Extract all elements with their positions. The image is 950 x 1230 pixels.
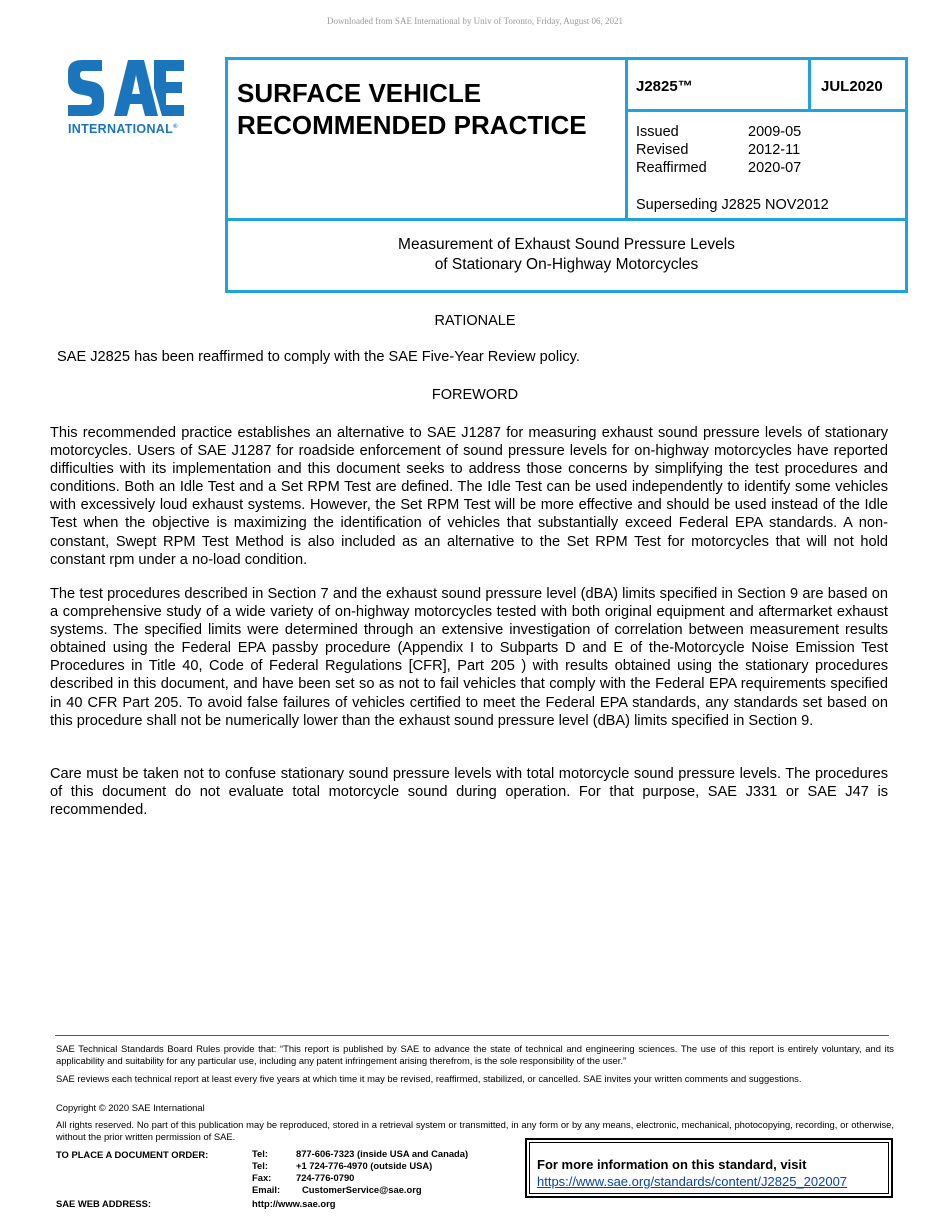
foreword-paragraph-1: This recommended practice establishes an alternative to SAE J1287 for measuring exhaust sound pressure levels of stationary motorcycles. Users of SAE J1287 for roadside enforcement of sound pressure levels for on-highway motorcycles have reported difficulties with its implementation and this document seeks to address those concerns by simplifying the test procedures and conditions. Both an Idle Test and a Set RPM Test are defined. The Idle Test can be used independently to identify some vehicles with excessively loud exhaust systems. However, the Set RPM Test will be more effective and should be used instead of the Idle Test when the objective is maximizing the identification of vehicles that substantially exceed Federal EPA standards. A non-constant, Swept RPM Test Method is also included as an alternative to the Set RPM Test for motorcycles that will not hold constant rpm under a no-load condition. xyxy=(50,425,888,568)
document-date: JUL2020 xyxy=(821,78,883,95)
email-link[interactable]: CustomerService@sae.org xyxy=(302,1184,422,1195)
rationale-text: SAE J2825 has been reaffirmed to comply with the SAE Five-Year Review policy. xyxy=(57,349,580,365)
issued-label: Issued xyxy=(636,124,679,140)
board-rules-notice: SAE Technical Standards Board Rules provide that: “This report is published by SAE to advance the state of technical and engineering sciences. The use of this report is entirely voluntary, and its applicability and suitability for any particular use, including any patent infringement arising therefrom, is the sole responsibility of the user.” xyxy=(56,1043,894,1066)
document-number-cell xyxy=(628,60,811,112)
revised-label: Revised xyxy=(636,142,689,158)
contact-row-fax: Fax: 724-776-0790 xyxy=(252,1172,355,1183)
tel-domestic[interactable]: 877-606-7323 (inside USA and Canada) xyxy=(296,1148,469,1159)
footer-divider xyxy=(55,1035,889,1036)
sae-logo-letters xyxy=(66,58,186,120)
document-title-line1: Measurement of Exhaust Sound Pressure Levels xyxy=(398,236,735,253)
web-address-label: SAE WEB ADDRESS: xyxy=(56,1198,151,1209)
document-type-line1: SURFACE VEHICLE xyxy=(237,78,482,108)
document-type xyxy=(228,60,628,221)
download-note: Downloaded from SAE International by Univ of Toronto, Friday, August 06, 2021 xyxy=(326,16,624,26)
review-policy-notice: SAE reviews each technical report at least every five years at which time it may be revised, reaffirmed, stabilized, or cancelled. SAE invites your written comments and suggestions. xyxy=(56,1073,802,1084)
sae-logo xyxy=(66,58,196,138)
issued-value: 2009-05 xyxy=(748,124,802,140)
rationale-heading: RATIONALE xyxy=(434,313,516,329)
foreword-paragraph-2: The test procedures described in Section 7 and the exhaust sound pressure level (dBA) limits specified in Section 9 are based on a comprehensive study of a wide variety of on-highway motorcycles tested with both original equipment and aftermarket exhaust systems. The specified limits were determined through an extensive investigation of correlation between measurement results obtained using the Federal EPA passby procedure (Appendix I to Subparts D and E of the-Motorcycle Noise Emission Test Procedures in Title 40, Code of Federal Regulations [CFR], Part 205 ) with results obtained using the stationary procedures described in this document, and have been set so as not to fail vehicles that comply with the Federal EPA requirements specified in 40 CFR Part 205. To avoid false failures of vehicles certified to meet the Federal EPA standards, any standards set based on this procedure shall not be numerically lower than the exhaust sound pressure level (dBA) limits specified in Section 9. xyxy=(50,586,888,729)
order-contacts xyxy=(252,1148,522,1196)
document-title xyxy=(228,235,905,275)
document-title-line2: of Stationary On-Highway Motorcycles xyxy=(434,256,699,273)
standard-info-link[interactable]: https://www.sae.org/standards/content/J2825_202007 xyxy=(537,1174,848,1189)
web-address-link[interactable]: http://www.sae.org xyxy=(252,1198,336,1209)
rights-notice: All rights reserved. No part of this publication may be reproduced, stored in a retrieval system or transmitted, in any form or by any means, electronic, mechanical, photocopying, recording, or otherwise, without the prior written permission of SAE. xyxy=(56,1119,894,1142)
document-history xyxy=(628,112,905,221)
more-info-heading: For more information on this standard, visit xyxy=(537,1157,807,1172)
copyright-notice: Copyright © 2020 SAE International xyxy=(56,1102,205,1113)
revised-value: 2012-11 xyxy=(748,142,801,158)
document-type-line2: RECOMMENDED PRACTICE xyxy=(237,110,587,140)
order-label: TO PLACE A DOCUMENT ORDER: xyxy=(56,1149,209,1160)
fax-number: 724-776-0790 xyxy=(296,1172,355,1183)
foreword-heading: FOREWORD xyxy=(431,387,519,403)
document-header xyxy=(225,57,908,293)
contact-row-tel-domestic: Tel: 877-606-7323 (inside USA and Canada) xyxy=(252,1148,469,1159)
foreword-paragraph-3: Care must be taken not to confuse stationary sound pressure levels with total motorcycle sound pressure levels. The procedures of this document do not evaluate total motorcycle sound during operation. For that purpose, SAE J331 or SAE J47 is recommended. xyxy=(50,766,888,819)
reaffirmed-value: 2020-07 xyxy=(748,160,802,176)
more-info-box xyxy=(525,1138,893,1198)
contact-row-email: Email: CustomerService@sae.org xyxy=(252,1184,422,1195)
tel-international[interactable]: +1 724-776-4970 (outside USA) xyxy=(296,1160,433,1171)
superseding-note: Superseding J2825 NOV2012 xyxy=(636,197,829,213)
sae-logo-subtitle: INTERNATIONAL® xyxy=(68,122,178,136)
document-date-cell xyxy=(811,60,905,112)
document-number: J2825™ xyxy=(636,78,693,95)
contact-row-tel-intl: Tel: +1 724-776-4970 (outside USA) xyxy=(252,1160,433,1171)
reaffirmed-label: Reaffirmed xyxy=(636,160,707,176)
